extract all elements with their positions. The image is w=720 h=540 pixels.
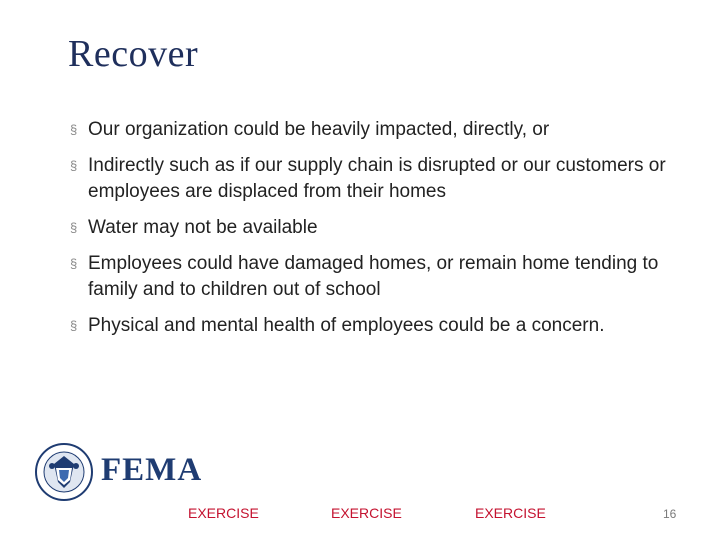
bullet-text: Our organization could be heavily impacted, directly, or <box>88 119 550 140</box>
slide-title: Recover <box>68 33 199 75</box>
bullet-text: Physical and mental health of employees could be a concern. <box>88 315 605 336</box>
bullet-marker-icon: § <box>70 122 78 137</box>
bullet-item <box>70 313 690 339</box>
bullet-marker-icon: § <box>70 318 78 333</box>
bullet-list <box>70 117 690 349</box>
fema-logo <box>34 442 204 502</box>
fema-wordmark: FEMA <box>101 452 203 488</box>
bullet-item <box>70 251 690 303</box>
bullet-marker-icon: § <box>70 158 78 173</box>
dhs-seal-icon <box>34 442 94 502</box>
bullet-text: Employees could have damaged homes, or remain home tending to family and to children out of school <box>88 253 659 300</box>
bullet-marker-icon: § <box>70 220 78 235</box>
bullet-item <box>70 153 690 205</box>
bullet-item <box>70 117 690 143</box>
bullet-text: Indirectly such as if our supply chain is disrupted or our customers or employees are displaced from their homes <box>88 155 666 202</box>
exercise-label: EXERCISE <box>475 505 546 521</box>
page-number: 16 <box>663 507 677 521</box>
bullet-text: Water may not be available <box>88 217 318 238</box>
exercise-label: EXERCISE <box>188 505 259 521</box>
bullet-marker-icon: § <box>70 256 78 271</box>
exercise-label: EXERCISE <box>331 505 402 521</box>
bullet-item <box>70 215 690 241</box>
